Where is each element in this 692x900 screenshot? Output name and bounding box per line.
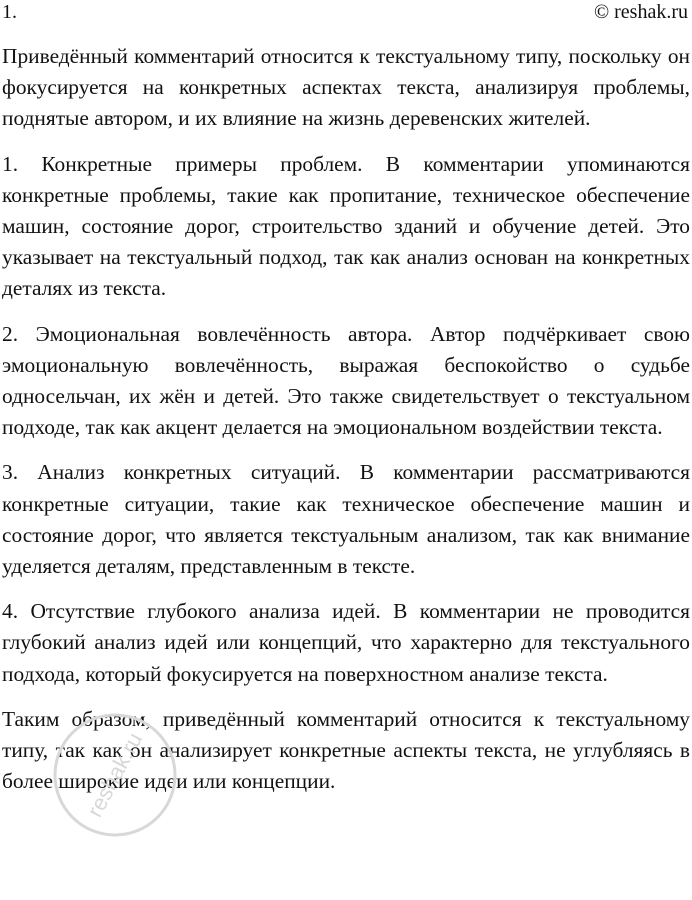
conclusion-paragraph: Таким образом, приведённый комментарий относится к текстуальному типу, так как он анализирует конкретные аспекты текста, не углубляясь в более широкие идеи или концепции. (2, 706, 690, 794)
document-body (2, 41, 690, 811)
watermark-text: reshak.ru (81, 728, 148, 822)
point-1-paragraph: 1. Конкретные примеры проблем. В комментарии упоминаются конкретные проблемы, такие как пропитание, техническое обеспечение машин, состояние дорог, строительство зданий и обучение детей. Это указывает на текстуальный подход, так как анализ основан на конкретных деталях из текста. (2, 151, 690, 301)
page-header (2, 0, 688, 26)
point-3-paragraph: 3. Анализ конкретных ситуаций. В комментарии рассматриваются конкретные ситуации, такие как техническое обеспечение машин и состояние дорог, что является текстуальным анализом, так как внимание уделяется деталям, представленным в тексте. (2, 460, 690, 579)
intro-paragraph: Приведённый комментарий относится к текстуальному типу, поскольку он фокусируется на конкретных аспектах текста, анализируя проблемы, поднятые автором, и их влияние на жизнь деревенских жителей. (2, 44, 690, 131)
point-4-paragraph: 4. Отсутствие глубокого анализа идей. В комментарии не проводится глубокий анализ идей или концепций, что характерно для текстуального подхода, который фокусируется на поверхностном анализе текста. (2, 599, 690, 686)
copyright-notice: © reshak.ru (593, 1, 688, 23)
page-number: 1. (2, 1, 17, 23)
point-2-paragraph: 2. Эмоциональная вовлечённость автора. Автор подчёркивает свою эмоциональную вовлечённость, выражая беспокойство о судьбе односельчан, их жён и детей. Это также свидетельствует о текстуальном подходе, так как акцент делается на эмоциональном воздействии текста. (2, 321, 690, 440)
